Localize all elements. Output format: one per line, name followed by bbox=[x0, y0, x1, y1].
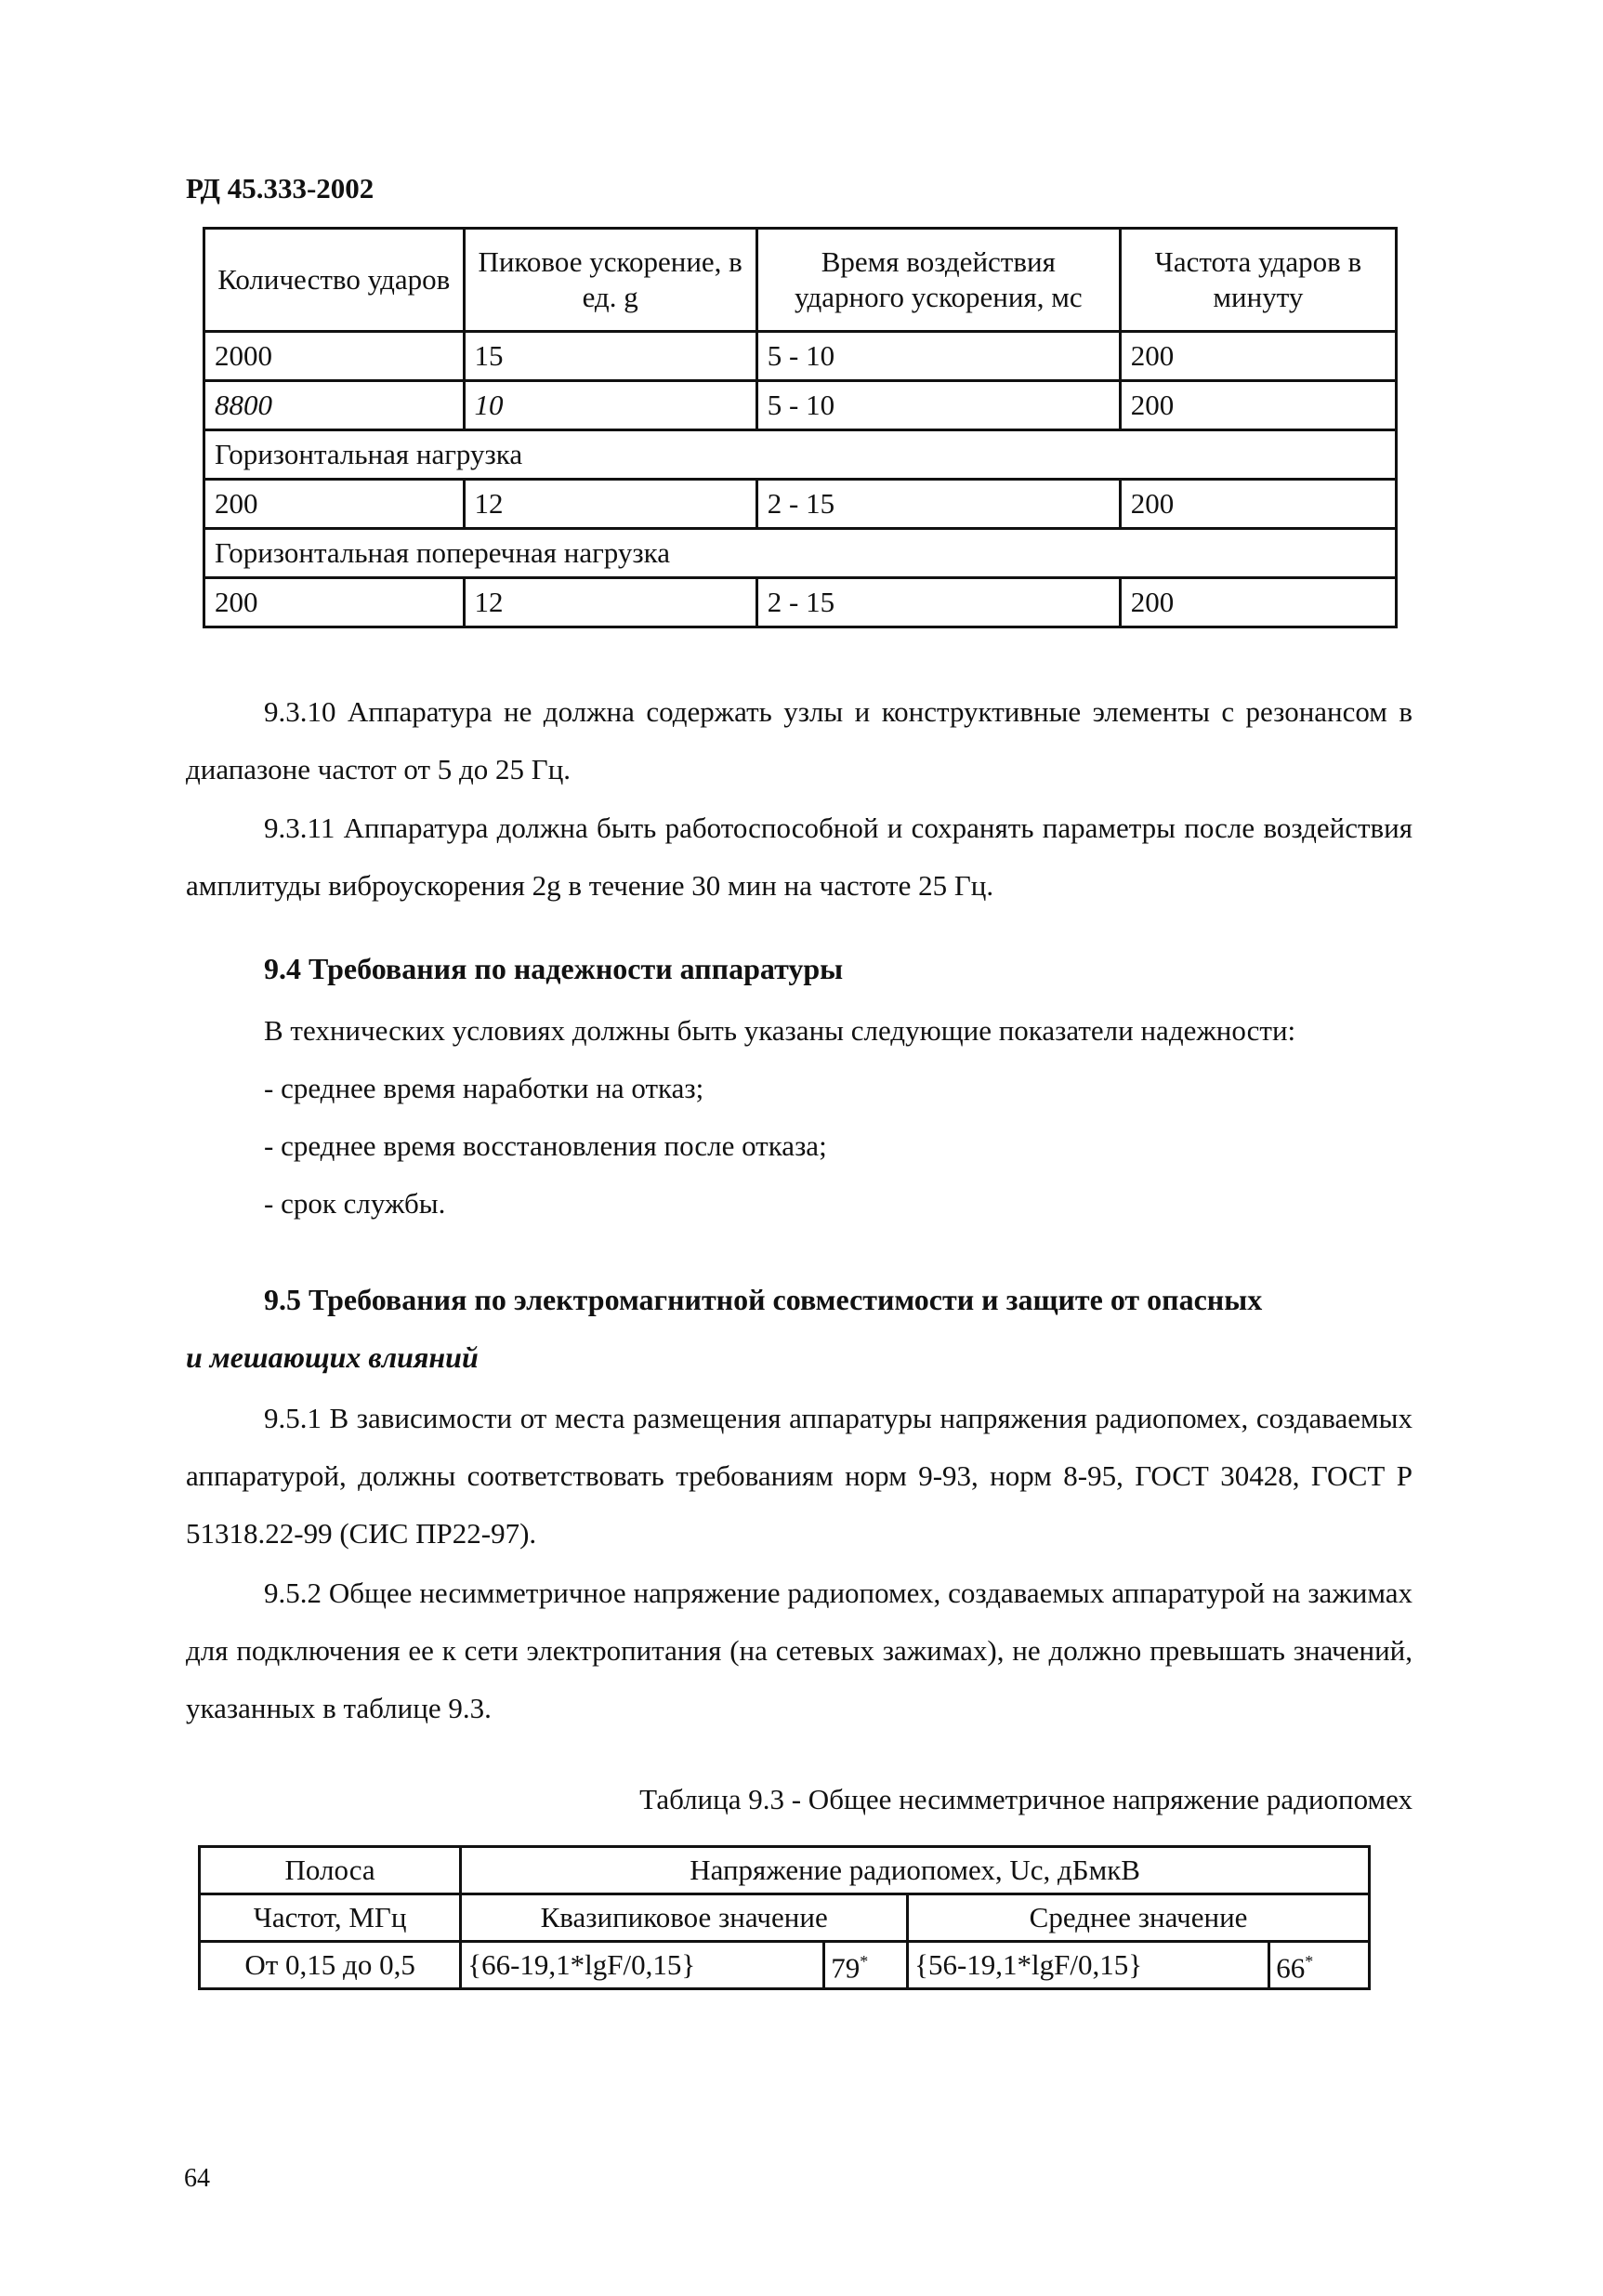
list-item: - среднее время восстановления после отказа; bbox=[264, 1129, 827, 1162]
col-header-rate: Частота ударов в минуту bbox=[1120, 229, 1396, 332]
paragraph-9-3-10 bbox=[186, 683, 1412, 798]
page-number: 64 bbox=[184, 2164, 210, 2193]
table-caption: Таблица 9.3 - Общее несимметричное напряжение радиопомех bbox=[639, 1783, 1412, 1815]
col-header-peak: Пиковое ускорение, в ед. g bbox=[464, 229, 756, 332]
voltage-header: Напряжение радиопомех, Uc, дБмкВ bbox=[461, 1847, 1370, 1894]
cell: 10 bbox=[464, 381, 756, 430]
cell: 200 bbox=[204, 480, 465, 529]
cell: 2 - 15 bbox=[756, 578, 1120, 627]
cell: 200 bbox=[1120, 578, 1396, 627]
table-row bbox=[200, 1942, 1370, 1989]
paragraph-9-5-2 bbox=[186, 1564, 1412, 1737]
band-cell: От 0,15 до 0,5 bbox=[200, 1942, 461, 1989]
quasi-peak-header: Квазипиковое значение bbox=[461, 1894, 908, 1942]
cell: 12 bbox=[464, 480, 756, 529]
cell: 5 - 10 bbox=[756, 332, 1120, 381]
footnote-mark: * bbox=[1305, 1952, 1314, 1972]
section-horizontal: Горизонтальная нагрузка bbox=[204, 430, 1397, 480]
cell: 200 bbox=[1120, 332, 1396, 381]
radio-noise-table bbox=[198, 1845, 1371, 1990]
footnote-mark: * bbox=[860, 1952, 869, 1972]
table-row bbox=[204, 578, 1397, 627]
section-9-5-title: 9.5 Требования по электромагнитной совместимости и защите от опасных bbox=[264, 1283, 1263, 1316]
paragraph-text: 9.5.1 В зависимости от места размещения аппаратуры напряжения радиопомех, создаваемых аппаратурой, должны соответствовать требованиям норм 9-93, норм 8-95, ГОСТ 30428, ГОСТ Р 51318.22-99 (СИС ПР22-97). bbox=[186, 1402, 1412, 1550]
shock-table bbox=[203, 227, 1398, 628]
list-item: - среднее время наработки на отказ; bbox=[264, 1072, 704, 1104]
cell: 2000 bbox=[204, 332, 465, 381]
section-transverse: Горизонтальная поперечная нагрузка bbox=[204, 529, 1397, 578]
cell: 12 bbox=[464, 578, 756, 627]
col-header-count: Количество ударов bbox=[204, 229, 465, 332]
average-value bbox=[1269, 1942, 1370, 1989]
table-row bbox=[204, 381, 1397, 430]
paragraph-text: 9.3.11 Аппаратура должна быть работоспособной и сохранять параметры после воздействия амплитуды виброускорения 2g в течение 30 мин на частоте 25 Гц. bbox=[186, 812, 1412, 902]
document-header: РД 45.333-2002 bbox=[186, 172, 374, 205]
table-row bbox=[204, 332, 1397, 381]
cell: 200 bbox=[1120, 381, 1396, 430]
list-item: - срок службы. bbox=[264, 1187, 446, 1220]
band-header-line2: Частот, МГц bbox=[200, 1894, 461, 1942]
quasi-peak-value bbox=[824, 1942, 908, 1989]
reliability-list bbox=[264, 1002, 1295, 1233]
cell: 8800 bbox=[204, 381, 465, 430]
list-intro: В технических условиях должны быть указаны следующие показатели надежности: bbox=[264, 1014, 1296, 1047]
average-formula: {56-19,1*lgF/0,15} bbox=[908, 1942, 1269, 1989]
section-9-5-title-line2: и мешающих влияний bbox=[186, 1340, 479, 1374]
value: 79 bbox=[831, 1951, 861, 1985]
cell: 5 - 10 bbox=[756, 381, 1120, 430]
paragraph-9-5-1 bbox=[186, 1390, 1412, 1563]
value: 66 bbox=[1276, 1951, 1306, 1985]
cell: 15 bbox=[464, 332, 756, 381]
paragraph-text: 9.5.2 Общее несимметричное напряжение радиопомех, создаваемых аппаратурой на зажимах для подключения ее к сети электропитания (на сетевых зажимах), не должно превышать значений, указанных в таблице 9.3. bbox=[186, 1577, 1412, 1724]
cell: 200 bbox=[1120, 480, 1396, 529]
col-header-duration: Время воздействия ударного ускорения, мс bbox=[756, 229, 1120, 332]
paragraph-9-3-11 bbox=[186, 799, 1412, 915]
section-9-4-title: 9.4 Требования по надежности аппаратуры bbox=[264, 952, 844, 985]
cell: 200 bbox=[204, 578, 465, 627]
paragraph-text: 9.3.10 Аппаратура не должна содержать узлы и конструктивные элементы с резонансом в диапазоне частот от 5 до 25 Гц. bbox=[186, 695, 1412, 785]
cell: 2 - 15 bbox=[756, 480, 1120, 529]
average-header: Среднее значение bbox=[908, 1894, 1370, 1942]
band-header-line1: Полоса bbox=[200, 1847, 461, 1894]
quasi-peak-formula: {66-19,1*lgF/0,15} bbox=[461, 1942, 824, 1989]
table-row bbox=[204, 480, 1397, 529]
